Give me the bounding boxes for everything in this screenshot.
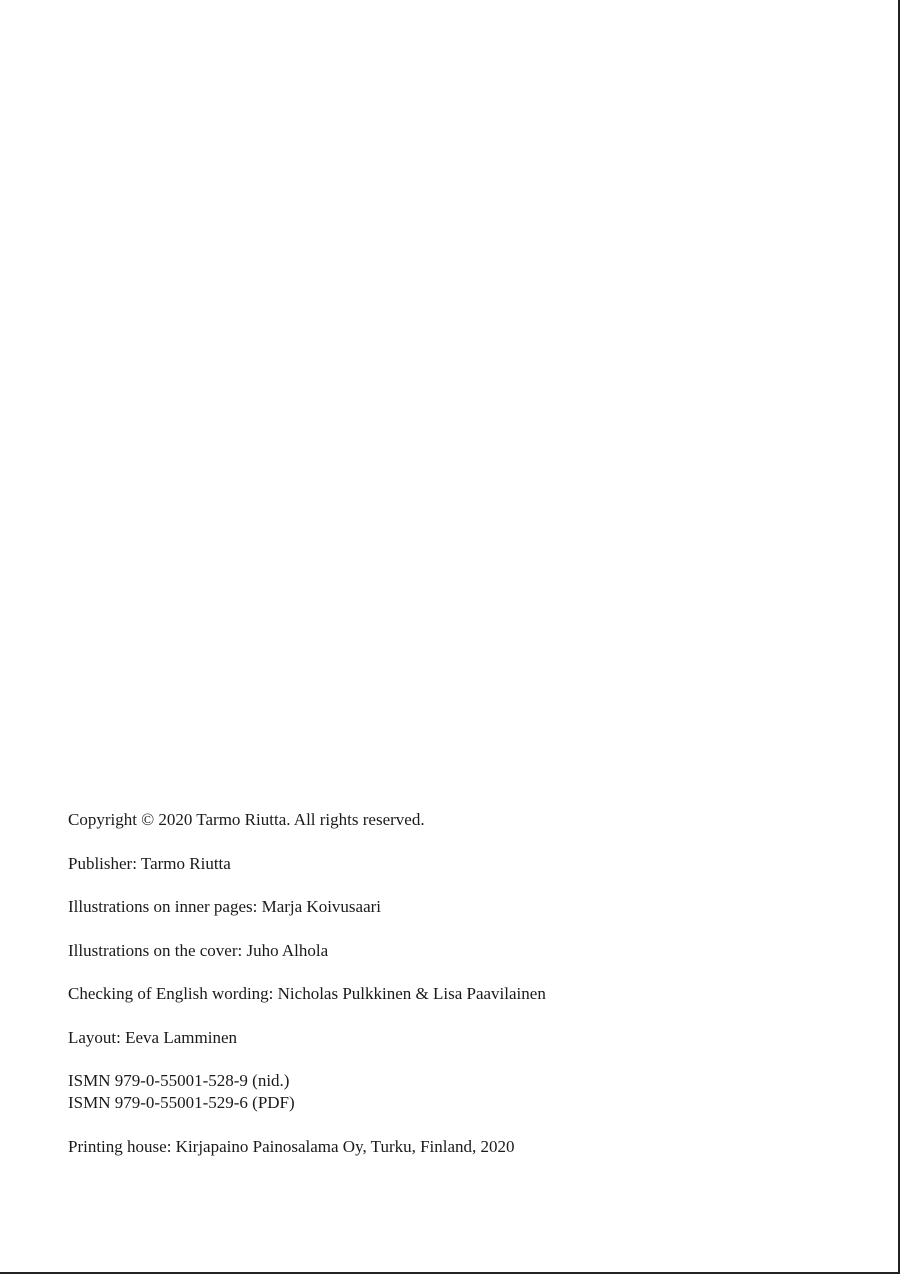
inner-illustrations-line: Illustrations on inner pages: Marja Koivusaari <box>68 897 382 916</box>
ismn-pdf-line: ISMN 979-0-55001-529-6 (PDF) <box>68 1093 295 1112</box>
layout-credit-line: Layout: Eeva Lamminen <box>68 1027 237 1047</box>
publisher-line: Publisher: Tarmo Riutta <box>68 853 231 873</box>
ismn-block <box>68 1070 848 1114</box>
printing-house-line: Printing house: Kirjapaino Painosalama Oy, Turku, Finland, 2020 <box>68 1136 515 1156</box>
english-check-line: Checking of English wording: Nicholas Pulkkinen & Lisa Paavilainen <box>68 984 546 1003</box>
copyright-line: Copyright © 2020 Tarmo Riutta. All rights reserved. <box>68 810 425 829</box>
colophon <box>68 809 848 1179</box>
ismn-print-line: ISMN 979-0-55001-528-9 (nid.) <box>68 1071 290 1090</box>
cover-illustrations-line: Illustrations on the cover: Juho Alhola <box>68 940 329 960</box>
